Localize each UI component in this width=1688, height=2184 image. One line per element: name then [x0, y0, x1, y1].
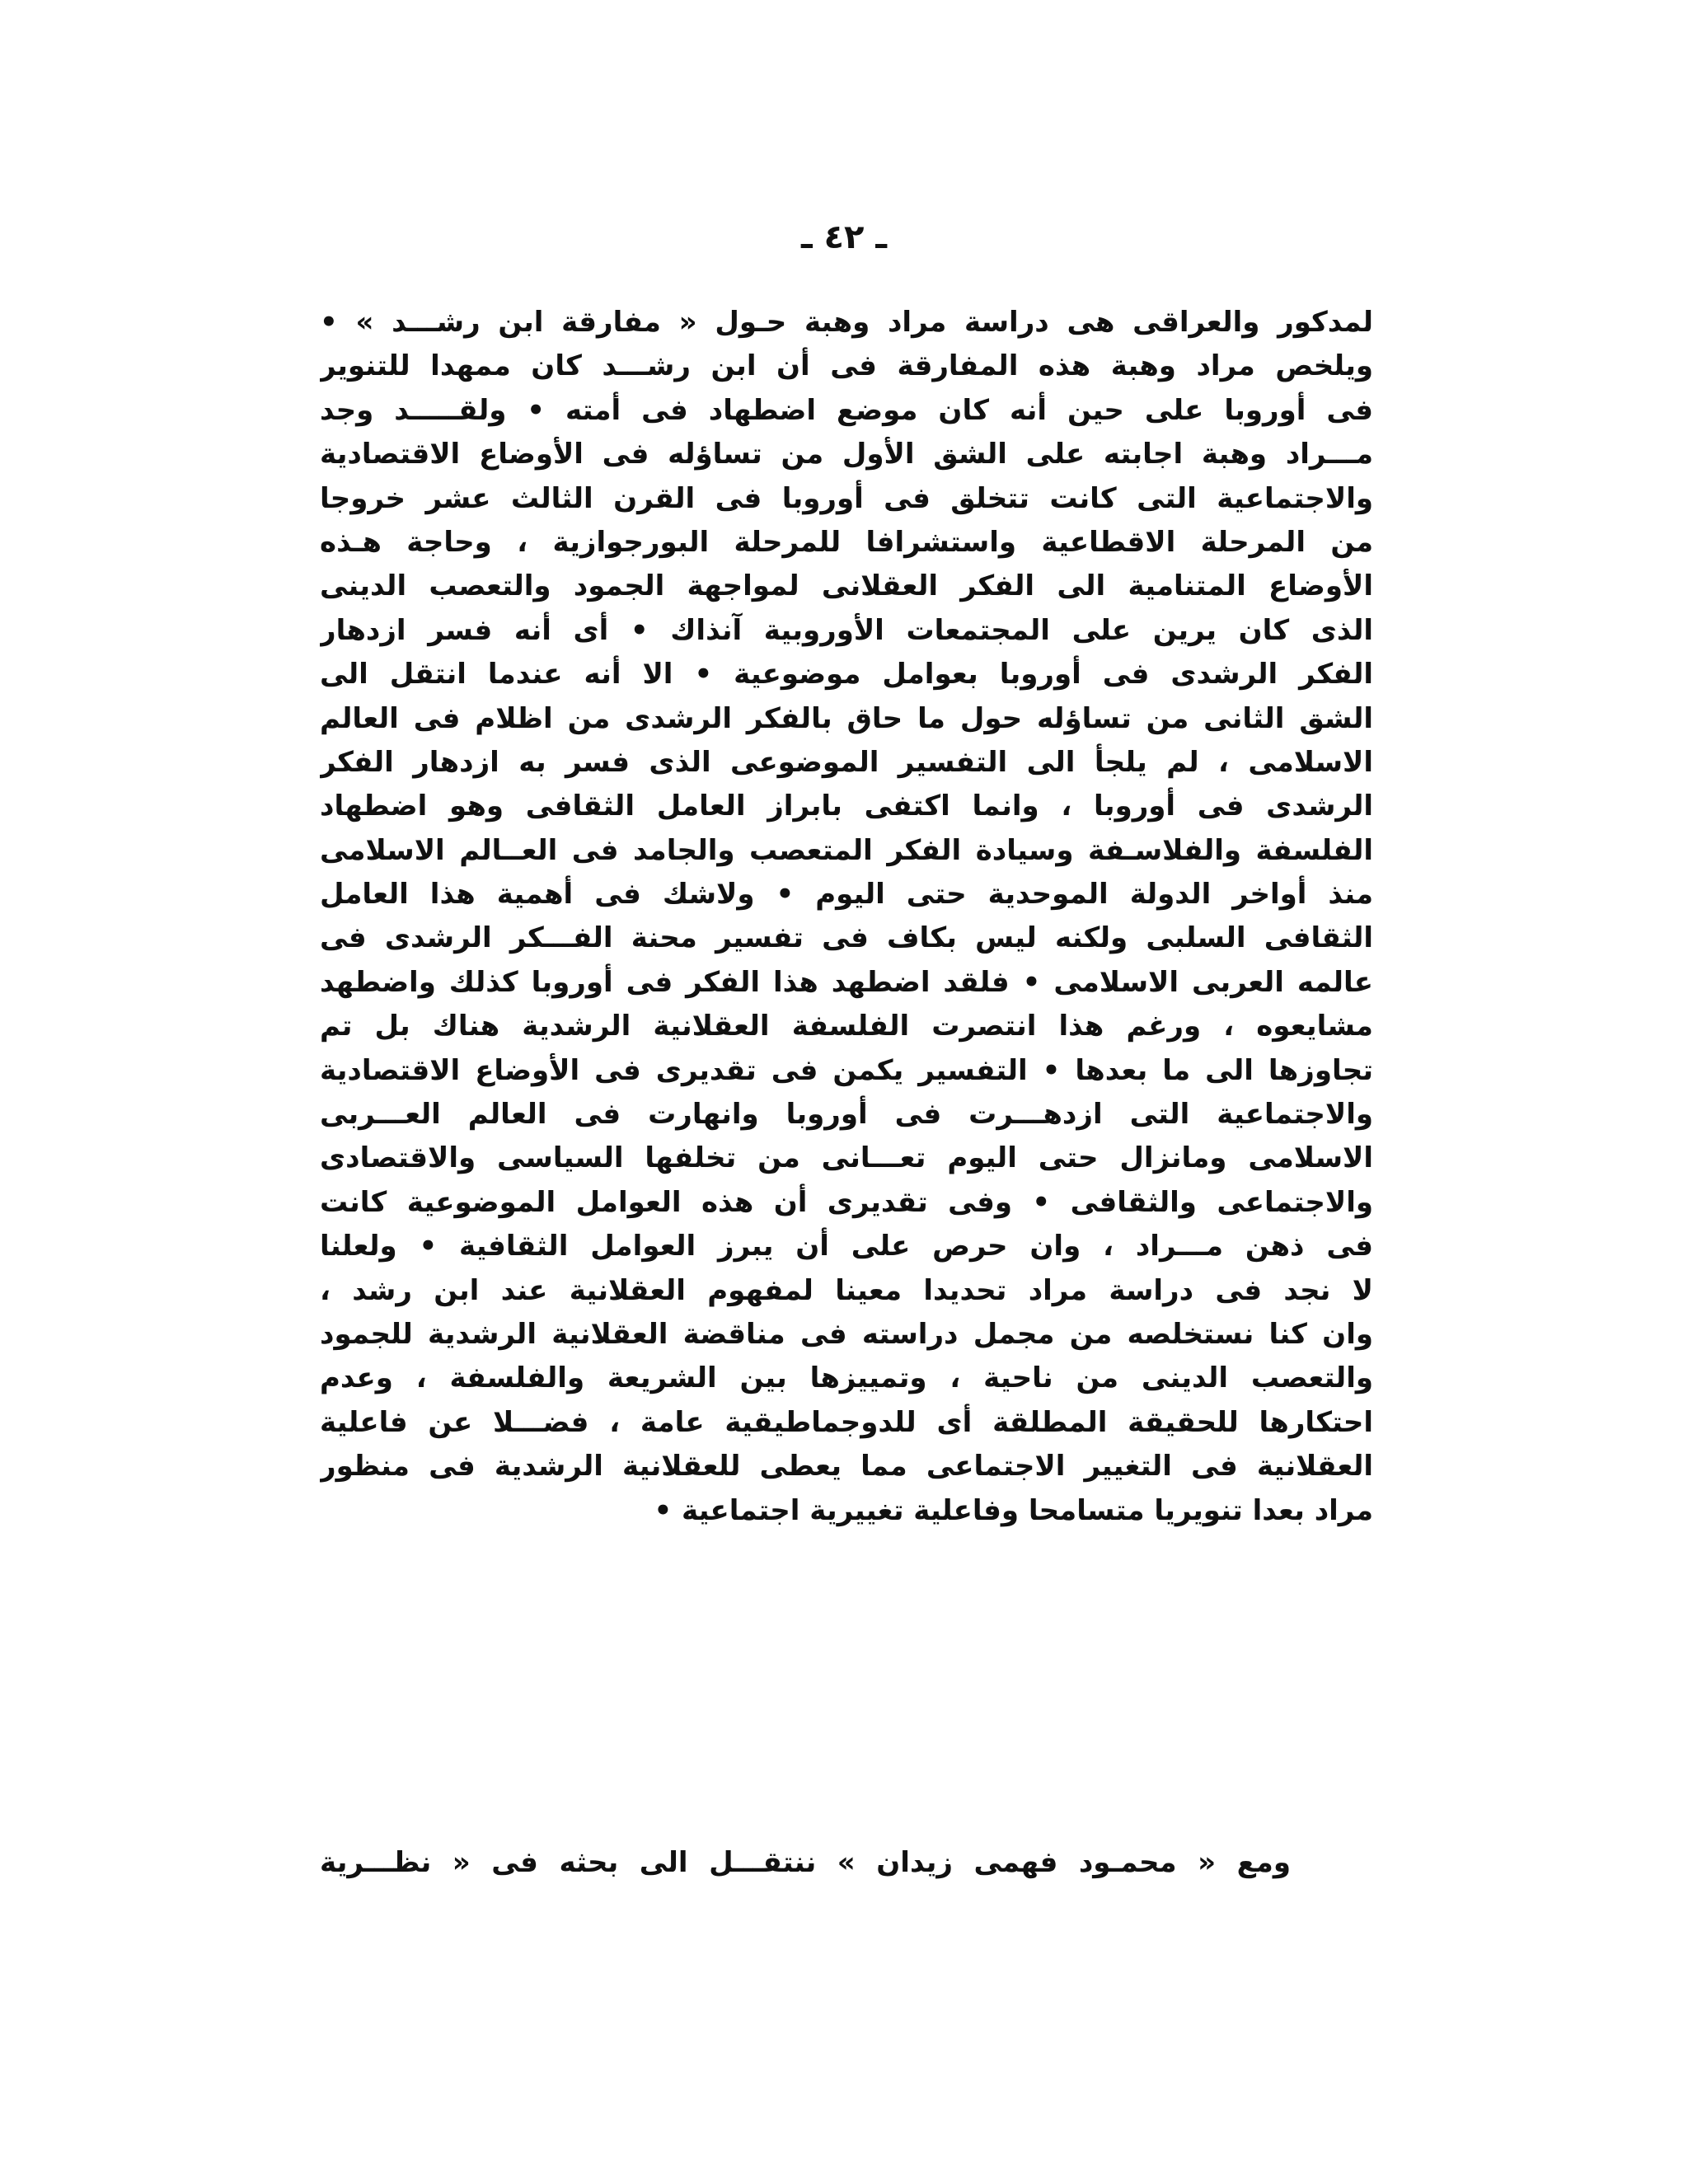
text-line: والاجتماعى والثقافى • وفى تقديرى أن هذه العوامل الموضوعية كانت [320, 1185, 1373, 1219]
text-line: منذ أواخر الدولة الموحدية حتى اليوم • ولاشك فى أهمية هذا العامل [320, 878, 1373, 912]
text-line: مشايعوه ، ورغم هذا انتصرت الفلسفة العقلانية الرشدية هناك بل تم [320, 1010, 1373, 1043]
text-line: الاسلامى ، لم يلجأ الى التفسير الموضوعى الذى فسر به ازدهار الفكر [320, 745, 1373, 779]
text-line: عالمه العربى الاسلامى • فلقد اضطهد هذا الفكر فى أوروبا كذلك واضطهد [320, 965, 1373, 999]
text-line: لمدكور والعراقى هى دراسة مراد وهبة حـول « مفارقة ابن رشـــد » • [320, 306, 1373, 339]
text-line: فى ذهن مـــراد ، وان حرص على أن يبرز العوامل الثقافية • ولعلنا [320, 1230, 1373, 1263]
text-line: والتعصب الدينى من ناحية ، وتمييزها بين الشريعة والفلسفة ، وعدم [320, 1361, 1373, 1395]
text-line: الرشدى فى أوروبا ، وانما اكتفى بابراز العامل الثقافى وهو اضطهاد [320, 790, 1373, 823]
text-line: ومع « محمـود فهمى زيدان » ننتقـــل الى بحثه فى « نظـــرية [320, 1846, 1291, 1879]
text-line: فى أوروبا على حين أنه كان موضع اضطهاد فى أمته • ولقـــــد وجد [320, 393, 1373, 427]
text-line: والاجتماعية التى كانت تتخلق فى أوروبا فى القرن الثالث عشر خروجا [320, 481, 1373, 515]
text-line: الثقافى السلبى ولكنه ليس بكاف فى تفسير محنة الفـــكر الرشدى فى [320, 921, 1373, 955]
text-line: الفكر الرشدى فى أوروبا بعوامل موضوعية • الا أنه عندما انتقل الى [320, 658, 1373, 691]
text-line: الشق الثانى من تساؤله حول ما حاق بالفكر الرشدى من اظلام فى العالم [320, 701, 1373, 735]
text-line: تجاوزها الى ما بعدها • التفسير يكمن فى تقديرى فى الأوضاع الاقتصادية [320, 1053, 1373, 1087]
text-line: الأوضاع المتنامية الى الفكر العقلانى لمواجهة الجمود والتعصب الدينى [320, 569, 1373, 603]
text-line: والاجتماعية التى ازدهـــرت فى أوروبا وانهارت فى العالم العـــربى [320, 1098, 1373, 1132]
text-line: من المرحلة الاقطاعية واستشرافا للمرحلة البورجوازية ، وحاجة هـذه [320, 525, 1373, 559]
text-line: وان كنا نستخلصه من مجمل دراسته فى مناقضة العقلانية الرشدية للجمود [320, 1317, 1373, 1351]
text-line-last: مراد بعدا تنويريا متسامحا وفاعلية تغييرية اجتماعية • [654, 1493, 1373, 1527]
text-line: العقلانية فى التغيير الاجتماعى مما يعطى للعقلانية الرشدية فى منظور [320, 1450, 1373, 1483]
text-line: لا نجد فى دراسة مراد تحديدا معينا لمفهوم العقلانية عند ابن رشد ، [320, 1273, 1373, 1307]
text-line: الاسلامى ومانزال حتى اليوم تعـــانى من تخلفها السياسى والاقتصادى [320, 1141, 1373, 1175]
text-line: مـــراد وهبة اجابته على الشق الأول من تساؤله فى الأوضاع الاقتصادية [320, 438, 1373, 471]
text-line: احتكارها للحقيقة المطلقة أى للدوجماطيقية عامة ، فضـــلا عن فاعلية [320, 1405, 1373, 1439]
text-line: الذى كان يرين على المجتمعات الأوروبية آنذاك • أى أنه فسر ازدهار [320, 613, 1373, 647]
text-line: ويلخص مراد وهبة هذه المفارقة فى أن ابن رشـــد كان ممهدا للتنوير [320, 349, 1373, 383]
text-line: الفلسفة والفلاسـفة وسيادة الفكر المتعصب والجامد فى العــالم الاسلامى [320, 833, 1373, 867]
page-number: ـ ٤٢ ـ [800, 218, 888, 256]
body-paragraph-1 [320, 301, 1373, 1533]
body-paragraph-2 [320, 1841, 1373, 1885]
